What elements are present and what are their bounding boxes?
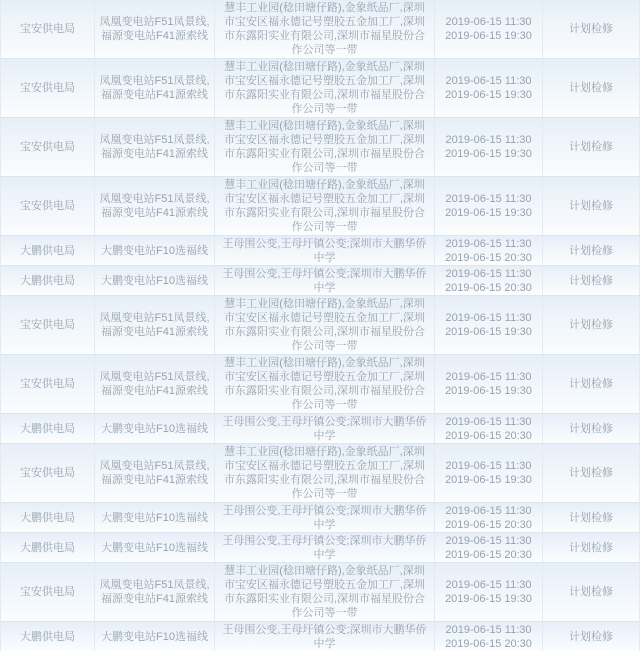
time-start: 2019-06-15 11:30 [445, 579, 532, 591]
table-row [0, 414, 640, 444]
area-cell: 王母围公变,王母圩镇公变;深圳市大鹏华侨中学 [215, 533, 435, 562]
type-cell: 计划检修 [543, 355, 640, 413]
bureau-cell: 大鹏供电局 [0, 266, 95, 295]
area-cell: 慧丰工业园(稔田塘仔路),金象纸品厂,深圳市宝安区福永德记号塑胶五金加工厂,深圳市东露阳实业有限公司,深圳市福星股份合作公司等一带 [215, 444, 435, 502]
time-end: 2019-06-15 19:30 [445, 207, 532, 219]
area-cell: 王母围公变,王母圩镇公变;深圳市大鹏华侨中学 [215, 622, 435, 651]
time-start: 2019-06-15 11:30 [445, 460, 532, 472]
bureau-cell: 宝安供电局 [0, 177, 95, 235]
time-start: 2019-06-15 11:30 [445, 504, 532, 517]
area-cell: 慧丰工业园(稔田塘仔路),金象纸品厂,深圳市宝安区福永德记号塑胶五金加工厂,深圳市东露阳实业有限公司,深圳市福星股份合作公司等一带 [215, 355, 435, 413]
line-cell: 凤凰变电站F51凤景线,福源变电站F41源索线 [95, 563, 215, 621]
time-start: 2019-06-15 11:30 [445, 134, 532, 146]
time-cell [435, 177, 543, 235]
time-start: 2019-06-15 11:30 [445, 623, 532, 636]
line-cell: 大鹏变电站F10选福线 [95, 533, 215, 562]
time-cell [435, 266, 543, 295]
line-cell: 大鹏变电站F10选福线 [95, 266, 215, 295]
time-start: 2019-06-15 11:30 [445, 415, 532, 428]
bureau-cell: 宝安供电局 [0, 355, 95, 413]
time-cell [435, 414, 543, 443]
time-end: 2019-06-15 19:30 [445, 593, 532, 605]
line-cell: 凤凰变电站F51凤景线,福源变电站F41源索线 [95, 444, 215, 502]
time-cell [435, 59, 543, 117]
area-cell: 慧丰工业园(稔田塘仔路),金象纸品厂,深圳市宝安区福永德记号塑胶五金加工厂,深圳市东露阳实业有限公司,深圳市福星股份合作公司等一带 [215, 0, 435, 58]
time-start: 2019-06-15 11:30 [445, 267, 532, 280]
bureau-cell: 大鹏供电局 [0, 622, 95, 651]
line-cell: 大鹏变电站F10选福线 [95, 503, 215, 532]
time-start: 2019-06-15 11:30 [445, 534, 532, 547]
time-end: 2019-06-15 19:30 [445, 385, 532, 397]
time-cell [435, 563, 543, 621]
time-end: 2019-06-15 20:30 [445, 518, 532, 531]
bureau-cell: 宝安供电局 [0, 296, 95, 354]
type-cell: 计划检修 [543, 59, 640, 117]
area-cell: 慧丰工业园(稔田塘仔路),金象纸品厂,深圳市宝安区福永德记号塑胶五金加工厂,深圳市东露阳实业有限公司,深圳市福星股份合作公司等一带 [215, 59, 435, 117]
bureau-cell: 大鹏供电局 [0, 236, 95, 265]
time-end: 2019-06-15 20:30 [445, 548, 532, 561]
table-row [0, 622, 640, 651]
type-cell: 计划检修 [543, 266, 640, 295]
time-end: 2019-06-15 20:30 [445, 637, 532, 650]
type-cell: 计划检修 [543, 622, 640, 651]
type-cell: 计划检修 [543, 414, 640, 443]
time-start: 2019-06-15 11:30 [445, 16, 532, 28]
time-start: 2019-06-15 11:30 [445, 237, 532, 250]
time-start: 2019-06-15 11:30 [445, 75, 532, 87]
type-cell: 计划检修 [543, 0, 640, 58]
time-cell [435, 533, 543, 562]
table-row [0, 296, 640, 355]
time-cell [435, 0, 543, 58]
bureau-cell: 宝安供电局 [0, 0, 95, 58]
time-end: 2019-06-15 20:30 [445, 281, 532, 294]
time-start: 2019-06-15 11:30 [445, 193, 532, 205]
type-cell: 计划检修 [543, 177, 640, 235]
area-cell: 慧丰工业园(稔田塘仔路),金象纸品厂,深圳市宝安区福永德记号塑胶五金加工厂,深圳市东露阳实业有限公司,深圳市福星股份合作公司等一带 [215, 296, 435, 354]
bureau-cell: 宝安供电局 [0, 563, 95, 621]
time-cell [435, 622, 543, 651]
area-cell: 慧丰工业园(稔田塘仔路),金象纸品厂,深圳市宝安区福永德记号塑胶五金加工厂,深圳市东露阳实业有限公司,深圳市福星股份合作公司等一带 [215, 177, 435, 235]
bureau-cell: 宝安供电局 [0, 59, 95, 117]
time-end: 2019-06-15 19:30 [445, 148, 532, 160]
time-end: 2019-06-15 19:30 [445, 326, 532, 338]
bureau-cell: 大鹏供电局 [0, 503, 95, 532]
type-cell: 计划检修 [543, 118, 640, 176]
time-start: 2019-06-15 11:30 [445, 312, 532, 324]
time-end: 2019-06-15 19:30 [445, 474, 532, 486]
area-cell: 王母围公变,王母圩镇公变;深圳市大鹏华侨中学 [215, 414, 435, 443]
time-start: 2019-06-15 11:30 [445, 371, 532, 383]
line-cell: 凤凰变电站F51凤景线,福源变电站F41源索线 [95, 355, 215, 413]
line-cell: 凤凰变电站F51凤景线,福源变电站F41源索线 [95, 0, 215, 58]
time-end: 2019-06-15 19:30 [445, 30, 532, 42]
type-cell: 计划检修 [543, 296, 640, 354]
area-cell: 慧丰工业园(稔田塘仔路),金象纸品厂,深圳市宝安区福永德记号塑胶五金加工厂,深圳市东露阳实业有限公司,深圳市福星股份合作公司等一带 [215, 563, 435, 621]
line-cell: 凤凰变电站F51凤景线,福源变电站F41源索线 [95, 296, 215, 354]
table-row [0, 503, 640, 533]
line-cell: 凤凰变电站F51凤景线,福源变电站F41源索线 [95, 59, 215, 117]
area-cell: 王母围公变,王母圩镇公变;深圳市大鹏华侨中学 [215, 503, 435, 532]
table-row [0, 236, 640, 266]
line-cell: 大鹏变电站F10选福线 [95, 622, 215, 651]
type-cell: 计划检修 [543, 533, 640, 562]
bureau-cell: 宝安供电局 [0, 444, 95, 502]
time-cell [435, 355, 543, 413]
time-end: 2019-06-15 19:30 [445, 89, 532, 101]
table-row [0, 266, 640, 296]
table-row [0, 118, 640, 177]
area-cell: 王母围公变,王母圩镇公变;深圳市大鹏华侨中学 [215, 236, 435, 265]
line-cell: 凤凰变电站F51凤景线,福源变电站F41源索线 [95, 118, 215, 176]
area-cell: 王母围公变,王母圩镇公变;深圳市大鹏华侨中学 [215, 266, 435, 295]
line-cell: 凤凰变电站F51凤景线,福源变电站F41源索线 [95, 177, 215, 235]
type-cell: 计划检修 [543, 236, 640, 265]
line-cell: 大鹏变电站F10选福线 [95, 414, 215, 443]
bureau-cell: 宝安供电局 [0, 118, 95, 176]
time-cell [435, 118, 543, 176]
table-row [0, 177, 640, 236]
time-end: 2019-06-15 20:30 [445, 429, 532, 442]
time-end: 2019-06-15 20:30 [445, 251, 532, 264]
time-cell [435, 236, 543, 265]
time-cell [435, 296, 543, 354]
table-row [0, 355, 640, 414]
type-cell: 计划检修 [543, 503, 640, 532]
time-cell [435, 444, 543, 502]
table-row [0, 59, 640, 118]
bureau-cell: 大鹏供电局 [0, 533, 95, 562]
table-row [0, 0, 640, 59]
table-row [0, 533, 640, 563]
table-row [0, 444, 640, 503]
time-cell [435, 503, 543, 532]
bureau-cell: 大鹏供电局 [0, 414, 95, 443]
line-cell: 大鹏变电站F10选福线 [95, 236, 215, 265]
table-row [0, 563, 640, 622]
type-cell: 计划检修 [543, 444, 640, 502]
type-cell: 计划检修 [543, 563, 640, 621]
area-cell: 慧丰工业园(稔田塘仔路),金象纸品厂,深圳市宝安区福永德记号塑胶五金加工厂,深圳市东露阳实业有限公司,深圳市福星股份合作公司等一带 [215, 118, 435, 176]
